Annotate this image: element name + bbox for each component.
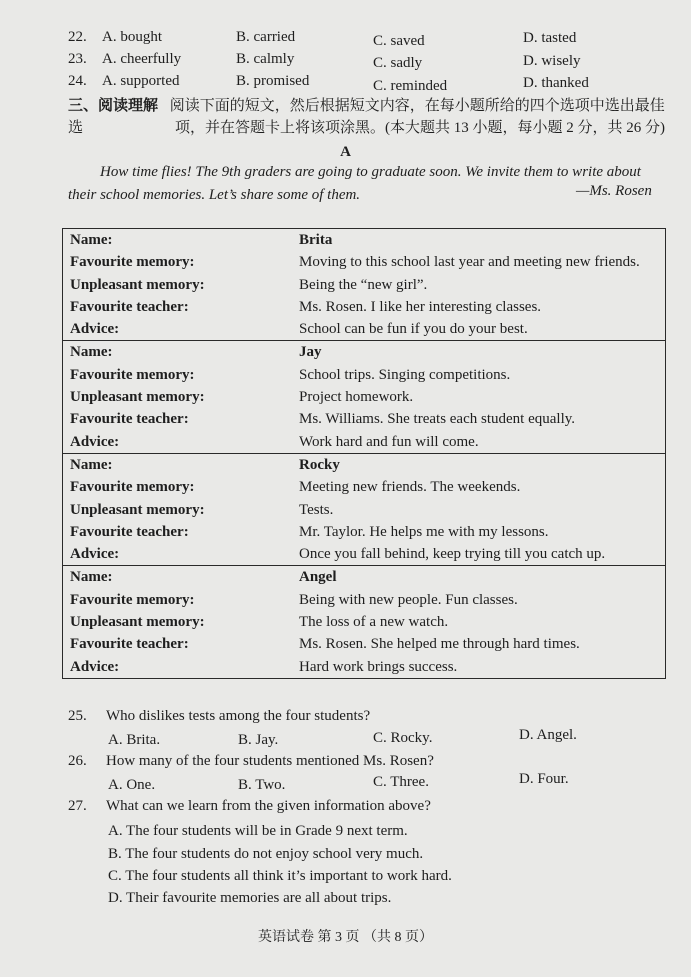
value-favourite-teacher: Ms. Rosen. She helped me through hard times. bbox=[299, 636, 580, 653]
value-unpleasant-memory: The loss of a new watch. bbox=[299, 614, 449, 631]
option-d: D. wisely bbox=[523, 53, 581, 69]
key-favourite-teacher: Favourite teacher: bbox=[70, 411, 189, 428]
table-row bbox=[63, 453, 666, 476]
table-row bbox=[63, 611, 666, 633]
option-b: B. Two. bbox=[238, 777, 286, 793]
student-name: Jay bbox=[299, 344, 322, 361]
value-favourite-teacher: Ms. Rosen. I like her interesting classes. bbox=[299, 298, 542, 315]
key-unpleasant-memory: Unpleasant memory: bbox=[70, 276, 205, 293]
passage-label: A bbox=[340, 144, 351, 160]
key-name: Name: bbox=[70, 232, 113, 248]
question-25 bbox=[68, 705, 370, 727]
key-unpleasant-memory: Unpleasant memory: bbox=[70, 501, 205, 518]
option-d: D. tasted bbox=[523, 30, 577, 46]
option-a: A. cheerfully bbox=[102, 51, 182, 67]
value-favourite-memory: Moving to this school last year and meeting new friends. bbox=[299, 254, 640, 271]
student-block-jay bbox=[63, 341, 666, 453]
table-row bbox=[63, 656, 666, 679]
table-row bbox=[63, 543, 666, 566]
key-advice: Advice: bbox=[70, 546, 120, 563]
option-a: A. Brita. bbox=[108, 732, 161, 748]
option-a: A. One. bbox=[108, 777, 156, 793]
option-a: A. supported bbox=[102, 73, 180, 89]
value-advice: Work hard and fun will come. bbox=[299, 433, 479, 450]
section-label: 三、阅读理解 bbox=[68, 96, 159, 114]
key-advice: Advice: bbox=[70, 658, 120, 675]
value-unpleasant-memory: Tests. bbox=[299, 501, 334, 518]
option-c: C. The four students all think it’s important to work hard. bbox=[108, 868, 452, 884]
question-number: 23. bbox=[68, 51, 87, 67]
section-instruction: 阅读下面的短文，然后根据短文内容，在每小题所给的四个选项中选出最佳选 bbox=[68, 98, 665, 136]
value-unpleasant-memory: Project homework. bbox=[299, 389, 414, 406]
key-favourite-teacher: Favourite teacher: bbox=[70, 298, 189, 315]
option-a: A. bought bbox=[102, 29, 162, 45]
key-unpleasant-memory: Unpleasant memory: bbox=[70, 389, 205, 406]
value-favourite-teacher: Mr. Taylor. He helps me with my lessons. bbox=[299, 523, 549, 540]
table-row bbox=[63, 476, 666, 498]
question-number: 22. bbox=[68, 29, 87, 45]
option-b: B. The four students do not enjoy school very much. bbox=[108, 846, 424, 862]
key-advice: Advice: bbox=[70, 433, 120, 450]
table-row bbox=[63, 229, 666, 252]
table-row bbox=[63, 521, 666, 543]
question-number: 25. bbox=[68, 708, 87, 724]
passage-signature: —Ms. Rosen bbox=[576, 183, 652, 199]
key-favourite-memory: Favourite memory: bbox=[70, 591, 195, 608]
table-row bbox=[63, 589, 666, 611]
student-name: Rocky bbox=[299, 456, 340, 473]
option-d: D. thanked bbox=[523, 75, 589, 91]
key-name: Name: bbox=[70, 569, 113, 586]
option-b: B. promised bbox=[236, 73, 310, 89]
key-name: Name: bbox=[70, 344, 113, 361]
option-c: C. sadly bbox=[373, 55, 423, 71]
value-favourite-memory: Being with new people. Fun classes. bbox=[299, 591, 518, 608]
student-name: Brita bbox=[299, 232, 333, 248]
student-name: Angel bbox=[299, 569, 337, 586]
table-row bbox=[63, 296, 666, 318]
passage-intro-line2: their school memories. Let’s share some of them. bbox=[68, 187, 361, 203]
key-favourite-memory: Favourite memory: bbox=[70, 254, 195, 271]
table-row bbox=[63, 408, 666, 430]
table-row bbox=[63, 274, 666, 296]
value-favourite-memory: Meeting new friends. The weekends. bbox=[299, 479, 521, 496]
question-text: How many of the four students mentioned Ms. Rosen? bbox=[106, 753, 434, 769]
memories-table bbox=[62, 228, 666, 679]
question-26 bbox=[68, 750, 434, 772]
passage-intro-line1: How time flies! The 9th graders are going to graduate soon. We invite them to write about bbox=[100, 164, 641, 180]
option-b: B. calmly bbox=[236, 51, 295, 67]
table-row bbox=[63, 499, 666, 521]
table-row bbox=[63, 431, 666, 454]
value-advice: School can be fun if you do your best. bbox=[299, 321, 528, 338]
question-text: What can we learn from the given information above? bbox=[106, 798, 431, 814]
table-row bbox=[63, 364, 666, 386]
student-block-angel bbox=[63, 566, 666, 678]
key-favourite-memory: Favourite memory: bbox=[70, 479, 195, 496]
table-row bbox=[63, 386, 666, 408]
option-c: C. Three. bbox=[373, 774, 429, 790]
option-b: B. Jay. bbox=[238, 732, 279, 748]
option-d: D. Four. bbox=[519, 771, 569, 787]
question-number: 24. bbox=[68, 73, 87, 89]
option-b: B. carried bbox=[236, 29, 296, 45]
option-a: A. The four students will be in Grade 9 next term. bbox=[108, 823, 408, 839]
key-name: Name: bbox=[70, 456, 113, 473]
value-advice: Hard work brings success. bbox=[299, 658, 458, 675]
value-favourite-teacher: Ms. Williams. She treats each student equally. bbox=[299, 411, 576, 428]
table-row bbox=[63, 251, 666, 273]
key-favourite-teacher: Favourite teacher: bbox=[70, 523, 189, 540]
value-unpleasant-memory: Being the “new girl”. bbox=[299, 276, 428, 293]
option-c: C. reminded bbox=[373, 78, 448, 94]
table-row bbox=[63, 318, 666, 341]
page-footer: 英语试卷 第 3 页 （共 8 页） bbox=[258, 930, 433, 945]
option-d: D. Angel. bbox=[519, 727, 577, 743]
key-favourite-memory: Favourite memory: bbox=[70, 366, 195, 383]
option-c: C. saved bbox=[373, 33, 425, 49]
key-favourite-teacher: Favourite teacher: bbox=[70, 636, 189, 653]
section-instruction-line2: 项，并在答题卡上将该项涂黑。(本大题共 13 小题，每小题 2 分，共 26 分) bbox=[175, 120, 665, 136]
question-27 bbox=[68, 795, 431, 817]
question-text: Who dislikes tests among the four students? bbox=[106, 708, 371, 724]
table-row bbox=[63, 566, 666, 589]
student-block-brita bbox=[63, 229, 666, 341]
value-favourite-memory: School trips. Singing competitions. bbox=[299, 366, 511, 383]
key-advice: Advice: bbox=[70, 321, 120, 338]
value-advice: Once you fall behind, keep trying till you catch up. bbox=[299, 546, 606, 563]
table-row bbox=[63, 633, 666, 655]
key-unpleasant-memory: Unpleasant memory: bbox=[70, 614, 205, 631]
table-row bbox=[63, 341, 666, 364]
question-number: 26. bbox=[68, 753, 87, 769]
option-d: D. Their favourite memories are all about trips. bbox=[108, 890, 392, 906]
student-block-rocky bbox=[63, 453, 666, 565]
question-number: 27. bbox=[68, 798, 87, 814]
option-c: C. Rocky. bbox=[373, 730, 433, 746]
